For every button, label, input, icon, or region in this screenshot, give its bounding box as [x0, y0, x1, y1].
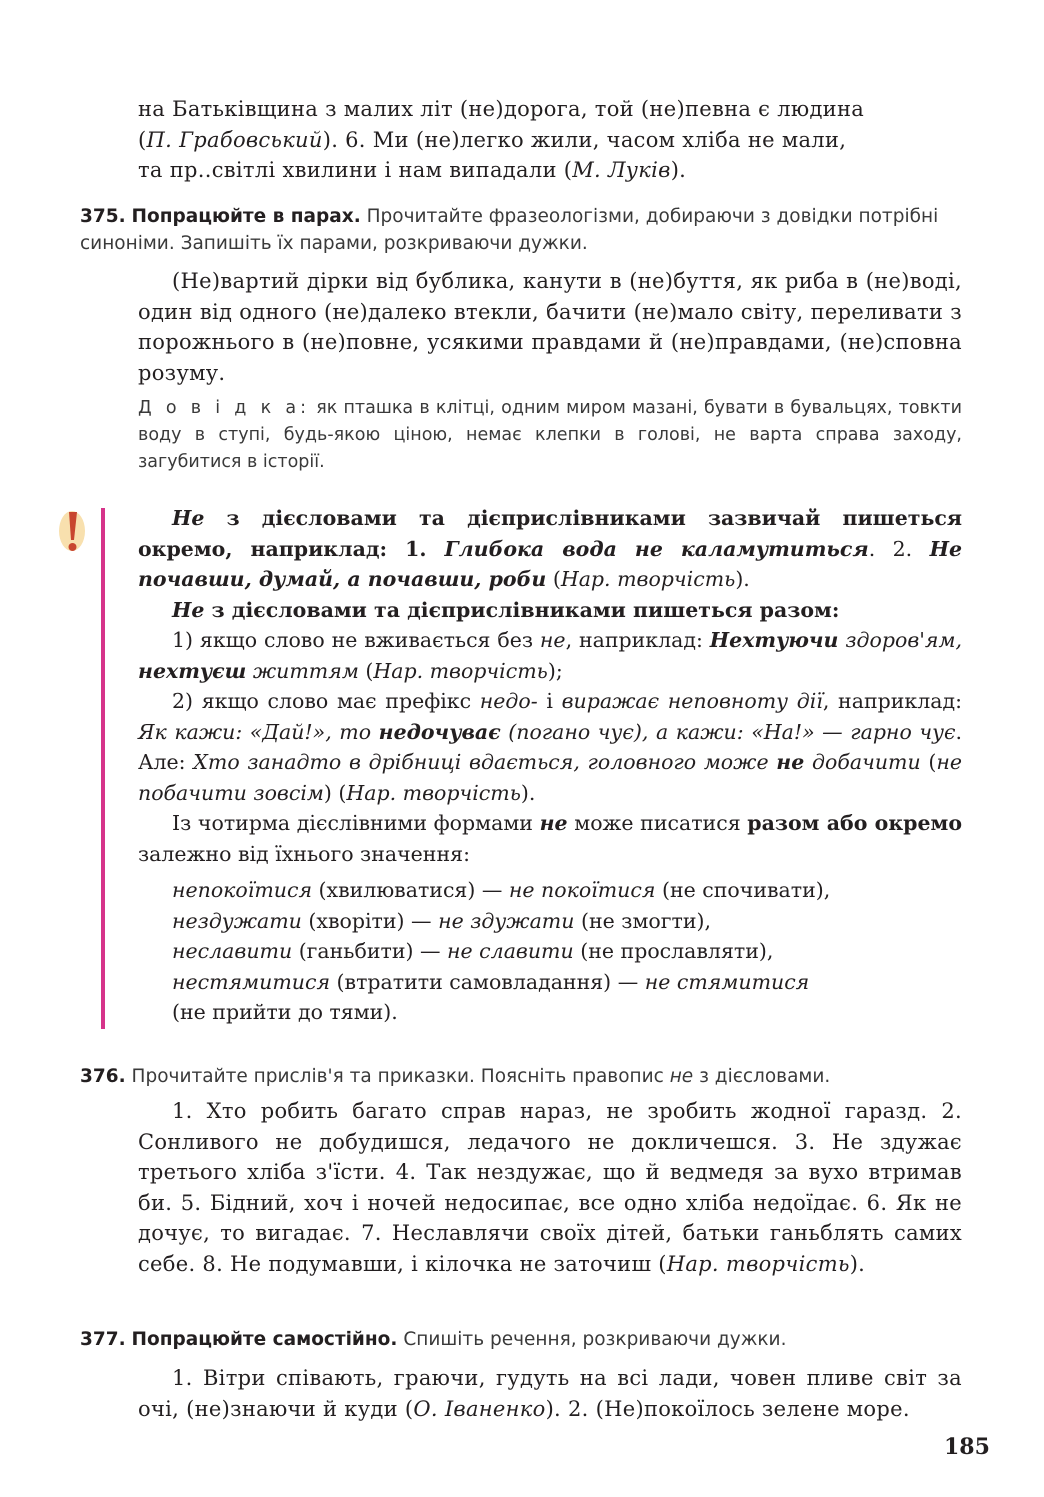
task-type: Попрацюйте в парах. [131, 206, 361, 227]
exercise-375-hint [138, 395, 962, 476]
verb-pairs-list [172, 875, 962, 1028]
exercise-376-text: 1. Хто робить багато справ нараз, не зробить жодної гаразд. 2. Сонливого не добудишся, ледачого не докличешся. 3. Не здужає третього хліба з'їсти. 4. Так нездужає, що й ведмедя за вухо втримав би. 5. Бідний, хоч і ночей недосипає, все одно хліба недоїдає. 6. Як не дочує, то вигадає. 7. Неславлячи своїх дітей, батьки ганьблять самих себе. 8. Не подумавши, і кілочка не заточиш (Нар. творчість). [138, 1099, 962, 1276]
hint-text: як пташка в клітці, одним миром мазані, бувати в бувальцях, товкти воду в ступі, будь-якою ціною, немає клепки в голові, не варта справа заходу, загубитися в історії. [138, 398, 962, 472]
verb-pair: непокоїтися (хвилюватися) — не покоїтися (не спочивати), [172, 878, 831, 902]
instruction: Прочитайте фразеологізми, добираючи з довідки потрібні синоніми. Запишіть їх парами, розкриваючи дужки. [80, 206, 939, 254]
exercise-number: 375. [80, 206, 126, 227]
grammar-rule [138, 503, 962, 869]
exercise-number: 377. [80, 1329, 126, 1350]
instruction: Прочитайте прислів'я та приказки. Поясніть правопис не з дієсловами. [131, 1066, 831, 1087]
verb-pair: нестямитися (втратити самовладання) — не стямитися [172, 969, 810, 994]
author: О. Іваненко [413, 1396, 546, 1421]
rule-paragraph: Не з дієсловами та дієприслівниками пишеться разом: [172, 597, 840, 622]
rule-paragraph: 1) якщо слово не вживається без не, наприклад: Нехтуючи здоров'ям, нехтуєш життям (Нар. творчість); [138, 628, 962, 683]
verb-pair: неславити (ганьбити) — не славити (не прославляти), [172, 939, 774, 963]
exercise-375-text: (Не)вартий дірки від бублика, канути в (не)буття, як риба в (не)воді, один від одного (не)далеко втекли, бачити (не)мало світу, переливати з порожнього в (не)повне, усякими правдами й (не)правдами, (не)сповна розуму. [138, 269, 962, 385]
task-type: Попрацюйте самостійно. [131, 1329, 398, 1350]
line: та пр..світлі хвилини і нам випадали (М. Луків). [138, 158, 687, 182]
exclamation-icon [55, 508, 89, 554]
exercise-375-heading [80, 203, 962, 257]
verb-pair: (не прийти до тями). [172, 1000, 398, 1024]
rule-paragraph: Із чотирма дієслівними формами не може писатися разом або окремо залежно від їхнього значення: [138, 811, 962, 866]
rule-paragraph: 2) якщо слово має префікс недо- і виражає неповноту дії, наприклад: Як кажи: «Дай!», то недочуває (погано чує), а кажи: «На!» — гарно чує. Але: Хто занадто в дрібниці вдається, головного може не добачити (не побачити зовсім) (Нар. творчість). [138, 689, 963, 805]
continued-paragraph [138, 94, 962, 186]
author: П. Грабовський [146, 127, 323, 152]
rule-paragraph: Не з дієсловами та дієприслівниками зазвичай пишеться окремо, наприклад: 1. Глибока вода не каламутиться. 2. Не почавши, думай, а почавши, роби (Нар. творчість). [138, 506, 962, 591]
rule-accent-bar [101, 508, 105, 1029]
exercise-376-heading [80, 1063, 962, 1090]
author: М. Луків [572, 158, 671, 182]
verb-pair: нездужати (хворіти) — не здужати (не змогти), [172, 908, 712, 933]
hint-label: Д о в і д к а: [138, 398, 310, 418]
page-number: 185 [944, 1434, 990, 1460]
exercise-number: 376. [80, 1066, 126, 1087]
line: на Батьківщина з малих літ (не)дорога, той (не)певна є людина [138, 97, 865, 121]
exercise-377-text: 1. Вітри співають, граючи, гудуть на всі лади, човен пливе світ за очі, (не)знаючи й куди (О. Іваненко). 2. (Не)покоїлось зелене море. [138, 1366, 962, 1421]
instruction: Спишіть речення, розкриваючи дужки. [403, 1329, 787, 1350]
source: Нар. творчість [666, 1251, 850, 1276]
exercise-377-heading [80, 1326, 962, 1353]
line: (П. Грабовський). 6. Ми (не)легко жили, часом хліба не мали, [138, 127, 847, 152]
